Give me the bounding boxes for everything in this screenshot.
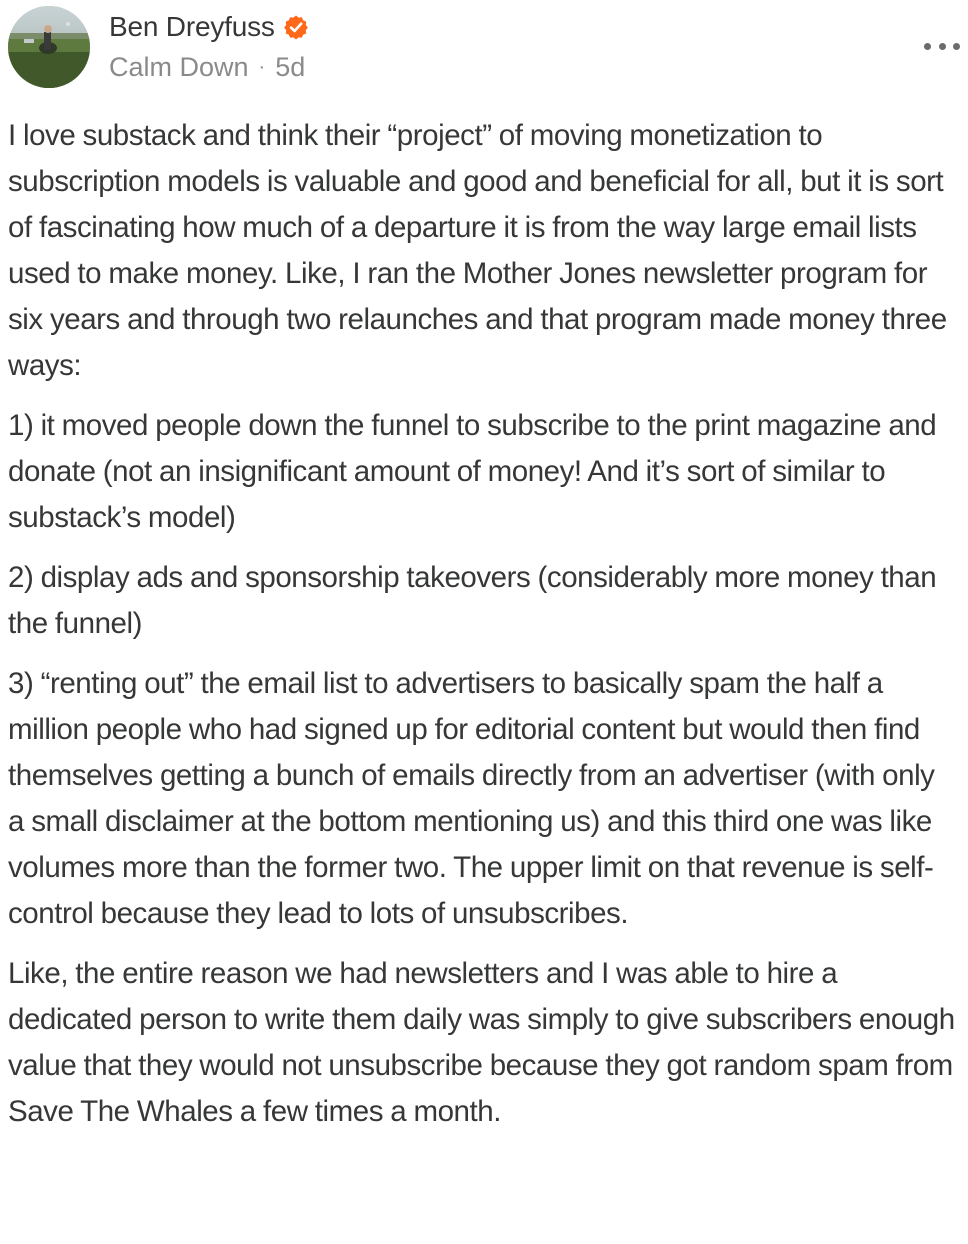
more-horizontal-icon — [953, 43, 960, 50]
author-row — [109, 10, 309, 44]
avatar-photo-icon — [8, 6, 90, 88]
post-paragraph: 1) it moved people down the funnel to subscribe to the print magazine and donate (not an insignificant amount of money! And it’s sort of similar to substack’s model) — [8, 409, 937, 534]
post-body — [8, 113, 956, 1149]
more-options-button[interactable] — [924, 34, 960, 58]
meta-separator: · — [258, 55, 266, 78]
post-paragraph: Like, the entire reason we had newsletters and I was able to hire a dedicated person to write them daily was simply to give subscribers enough value that they would not unsubscribe because they got random spam from Save The Whales a few times a month. — [8, 957, 955, 1128]
more-horizontal-icon — [939, 43, 946, 50]
post-meta — [109, 50, 305, 84]
post-paragraph: 2) display ads and sponsorship takeovers (considerably more money than the funnel) — [8, 561, 937, 640]
post-paragraph: 3) “renting out” the email list to advertisers to basically spam the half a million people who had signed up for editorial content but would then find themselves getting a bunch of emails directly from an advertiser (with only a small disclaimer at the bottom mentioning us) and this third one was like volumes more than the former two. The upper limit on that revenue is self-control because they lead to lots of unsubscribes. — [8, 667, 935, 930]
publication-name[interactable]: Calm Down — [109, 51, 249, 82]
more-horizontal-icon — [924, 43, 931, 50]
post-header — [0, 0, 968, 100]
avatar[interactable] — [8, 6, 90, 88]
author-name[interactable]: Ben Dreyfuss — [109, 11, 275, 42]
post-paragraph: I love substack and think their “project” of moving monetization to subscription models is valuable and good and beneficial for all, but it is sort of fascinating how much of a departure it is from the way large email lists used to make money. Like, I ran the Mother Jones newsletter program for six years and through two relaunches and that program made money three ways: — [8, 119, 947, 382]
verified-check-icon — [283, 14, 309, 40]
post-age[interactable]: 5d — [275, 51, 306, 82]
